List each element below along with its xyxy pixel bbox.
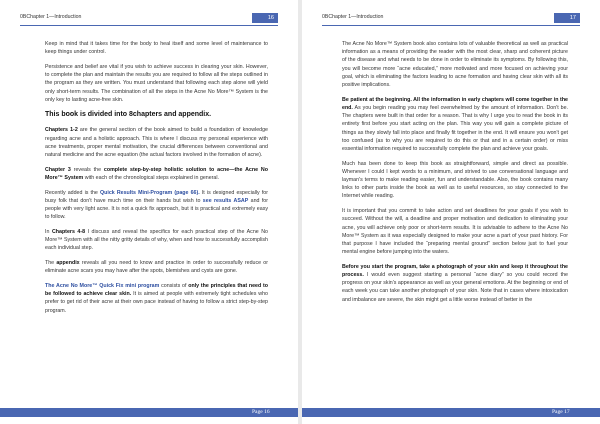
bold-text: Chapters 4-8 xyxy=(51,228,86,235)
paragraph: The Acne No More™ System book also contains lots of valuable theoretical as well as practical information as a means of providing the reader with the most clear, sharp and coherent picture of the disease and what needs to be done in order to eliminate its symptoms. By following this, you will become more “acne educated,” more motivated and more focused on achieving your goal, which is eliminating the factors leading to acne formation and having clear skin with all its positive implications. xyxy=(342,41,568,89)
text: It is aimed at people with extremely tight schedules who prefer to get rid of their acne at their own pace instead of having to follow a strict step-by-step program. xyxy=(45,291,268,314)
paragraph xyxy=(45,126,268,159)
paragraph xyxy=(45,282,268,315)
paragraph xyxy=(45,166,268,182)
highlight-text: The Acne No More™ Quick Fix mini program xyxy=(45,282,160,289)
right-page-body xyxy=(342,40,568,310)
paragraph xyxy=(45,228,268,253)
quick-results-link[interactable]: Quick Results Mini-Program (page 66). xyxy=(100,189,200,196)
bold-text: appendix xyxy=(56,260,80,267)
paragraph: Keep in mind that it takes time for the body to heal itself and some level of maintenance to keep things under control. xyxy=(45,41,268,56)
text: and for people with very light acne. It is not a quick fix approach, but it is practical and extremely easy to follow. xyxy=(45,197,269,221)
bold-text: only the principles that need to be followed to achieve clear skin. xyxy=(45,282,269,298)
text: Recently added is the xyxy=(45,189,100,196)
bold-text: Chapter 3 xyxy=(45,166,71,173)
text: are the general section of the book aimed to build a foundation of knowledge regarding acne and a holistic approach. This is where I discuss my personal experience with acne treatments, proper mental motivation, the crucial differences between conventional and natural medicine and the acne equation (the actual factors involved in the formation of acne). xyxy=(45,127,268,159)
right-page-footer xyxy=(302,408,600,417)
bold-text: Be patient at the beginning. All the information in early chapters will come together in the end. xyxy=(342,96,568,111)
left-page-footer xyxy=(0,408,298,417)
left-page-header xyxy=(20,14,278,24)
running-header-title: 0BChapter 1—Introduction xyxy=(322,14,384,20)
text: In xyxy=(45,228,52,235)
text: The xyxy=(45,260,57,267)
text: I discuss and reveal the specifics for each practical step of the Acne No More™ System with all the nitty gritty details of why, when and how to successfully accomplish each individual step. xyxy=(45,228,268,252)
footer-page-label: Page 17 xyxy=(552,409,570,415)
paragraph: Persistence and belief are vital if you wish to achieve success in clearing your skin. However, to complete the plan and maintain the results you are required to follow all the steps outlined in the program as they are written. You must understand that following each step alone will yield only short-term results. The combination of all the steps in the Acne No More™ System is the only key to lasting acne-free skin. xyxy=(45,63,268,103)
right-page xyxy=(302,0,600,424)
bold-text: Chapters 1-2 xyxy=(45,127,78,134)
header-rule xyxy=(322,25,580,26)
paragraph xyxy=(45,259,268,275)
left-page-body xyxy=(45,40,268,321)
text: I would even suggest starting a personal “acne diary” so you could record the progress on your skin's appearance as well as your general emotions. At the beginning or end of each week you can take another photograph of your skin. Note that in cases where intoxication and imbalance are severe, the skin might get a little worse instead of better in the xyxy=(342,272,568,303)
header-page-number: 17 xyxy=(554,13,580,23)
bold-text: Before you start the program, take a photograph of your skin and keep it throughout the process. xyxy=(342,263,568,279)
right-page-header xyxy=(322,14,580,24)
left-page xyxy=(0,0,298,424)
text: As you begin reading you may feel overwhelmed by the amount of information. Don't be. The chapters were built in that order for a reason. That is why I urge you to read the book in its entirety first before you start acting on the plan. This way you will gain a complete picture of things as they slowly fall into place and finally fit together in the end. It will ensure you won't get too confused (as to why you are required to do this or that and in a certain order) or miss essential information required to successfully complete the plan and achieve your goals. xyxy=(342,104,568,152)
paragraph xyxy=(342,263,568,304)
paragraph xyxy=(342,96,568,153)
section-heading: This book is divided into 8chapters and appendix. xyxy=(45,111,212,119)
footer-page-label: Page 16 xyxy=(252,409,270,415)
text: reveals all you need to know and practice in order to successfully reduce or eliminate acne scars you may have after the spots, blemishes and cysts are gone. xyxy=(45,260,268,275)
header-rule xyxy=(20,25,278,26)
bold-text: complete step-by-step holistic solution to acne—the Acne No More™ System xyxy=(45,166,268,181)
text: It is designed especially for busy folk that don't have much time on their hands but wish to xyxy=(45,189,269,204)
text: consists of xyxy=(159,282,189,289)
highlight-text: see results ASAP xyxy=(202,197,249,204)
header-page-number: 16 xyxy=(252,13,278,23)
text: with each of the chronological steps explained in general. xyxy=(83,174,220,181)
paragraph: Much has been done to keep this book as straightforward, simple and direct as possible. Whenever I could I kept words to a minimum, and strived to use conversational language and layman's terms to make reading easier, fun and understandable. Also, the book contains many links to other parts inside the book as well as to useful resources, so stay connected to the Internet while reading. xyxy=(342,160,568,200)
text: reveals the xyxy=(70,166,104,173)
running-header-title: 0BChapter 1—Introduction xyxy=(20,14,82,20)
paragraph xyxy=(45,189,268,222)
paragraph: It is important that you commit to take action and set deadlines for your goals if you wish to succeed. Without the will, a deadline and proper motivation and dedication to eliminating your acne, you will achieve only poor or short-term results. It is advisable to adhere to the Acne No More™ System as it was especially designed to make your acne a part of your past history. For that purpose I have included the “preparing mental ground” section below just to fuel your mental engine before jumping into the waters. xyxy=(342,208,568,256)
